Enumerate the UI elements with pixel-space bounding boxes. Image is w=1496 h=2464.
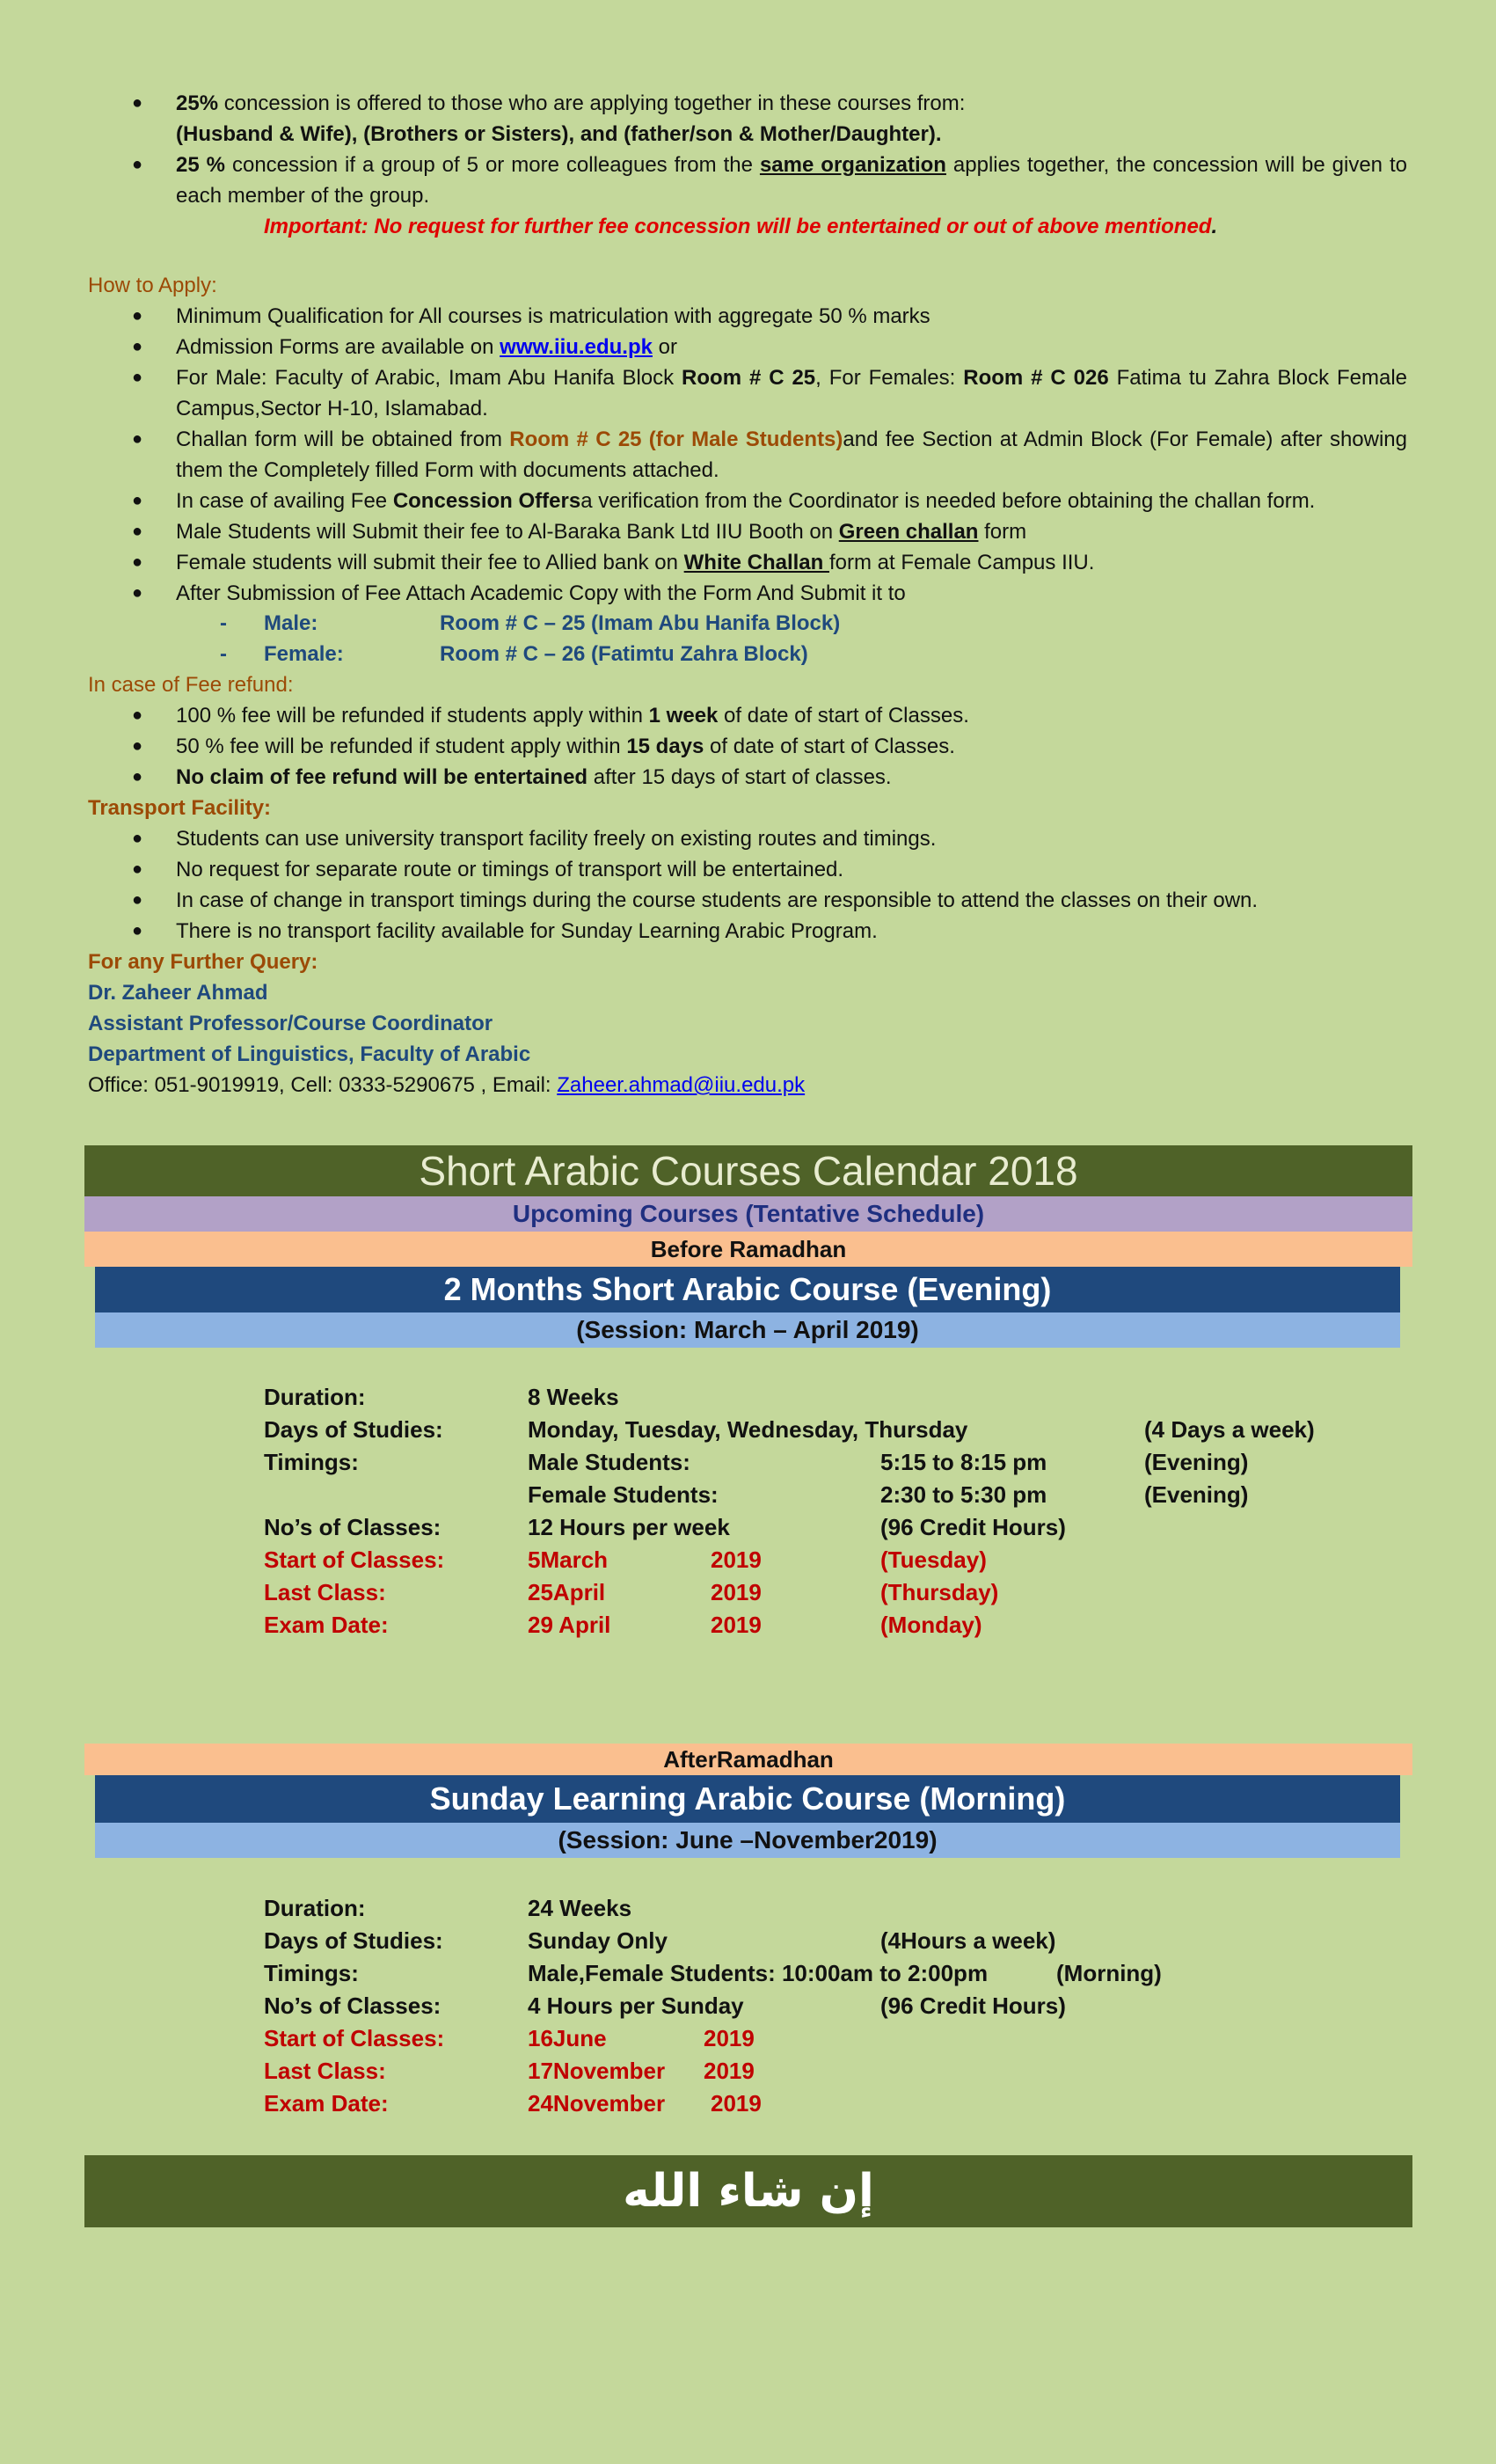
list-item-text: There is no transport facility available for Sunday Learning Arabic Program. xyxy=(176,919,878,943)
before-ramadhan-band: Before Ramadhan xyxy=(84,1232,1412,1267)
list-item-text: In case of availing Fee xyxy=(176,489,393,513)
list-item xyxy=(132,700,1407,731)
challan-room: Room # C 25 (for Male Students) xyxy=(509,428,843,451)
schedule-year: 2019 xyxy=(704,2058,755,2084)
schedule-value: 24 Weeks xyxy=(528,1895,632,1921)
list-item-text: 50 % fee will be refunded if student apply within xyxy=(176,735,627,758)
important-note-dot: . xyxy=(1211,215,1218,238)
concession-text: applies together, the concession will be given to each member of the group. xyxy=(176,153,1408,208)
concession-text: concession if a group of 5 or more colleagues from the xyxy=(225,153,760,177)
list-item-text: Female students will submit their fee to Allied bank on xyxy=(176,551,684,574)
list-item xyxy=(132,885,1407,916)
dash-icon: - xyxy=(220,642,227,666)
transport-heading: Transport Facility: xyxy=(88,796,272,820)
list-item-text: and fee Section at Admin Block (For Female) after showing them the Completely filled Form with documents attached. xyxy=(176,428,1408,482)
bullet-icon: ● xyxy=(132,93,143,113)
refund-heading xyxy=(88,669,293,700)
schedule-date: 25April xyxy=(528,1579,606,1605)
query-heading: For any Further Query: xyxy=(88,950,318,974)
schedule-label: Last Class: xyxy=(264,2058,386,2084)
concession-list xyxy=(132,88,1408,211)
refund-period: 15 days xyxy=(626,735,704,758)
refund-list xyxy=(132,700,1407,793)
refund-heading-text: In case of Fee refund xyxy=(88,673,288,697)
schedule-label: Start of Classes: xyxy=(264,1546,445,1573)
course1-session: (Session: March – April 2019) xyxy=(95,1312,1400,1348)
female-room: Room # C 026 xyxy=(963,366,1109,390)
schedule-time: 5:15 to 8:15 pm xyxy=(880,1449,1047,1475)
transport-list xyxy=(132,823,1407,947)
concession-item xyxy=(132,88,1407,150)
no-refund-text: No claim of fee refund will be entertained xyxy=(176,765,588,789)
bullet-icon: ● xyxy=(132,552,143,572)
list-item xyxy=(132,823,1407,854)
concession-relations: (Husband & Wife), (Brothers or Sisters), and (father/son & Mother/Daughter). xyxy=(176,122,942,146)
bullet-icon: ● xyxy=(132,767,143,786)
dash-icon: - xyxy=(220,611,227,635)
submit-who: Male: xyxy=(264,611,318,635)
list-item-text: or xyxy=(652,335,677,359)
schedule-label: Days of Studies: xyxy=(264,1927,443,1954)
list-item xyxy=(132,332,1407,362)
schedule-value: 12 Hours per week xyxy=(528,1514,730,1540)
schedule-date: 16June xyxy=(528,2025,607,2051)
schedule-value: 4 Hours per Sunday xyxy=(528,1992,744,2019)
how-to-apply-heading-text: How to Apply xyxy=(88,274,212,297)
schedule-label: No’s of Classes: xyxy=(264,1514,442,1540)
submit-who: Female: xyxy=(264,642,344,666)
bullet-icon: ● xyxy=(132,921,143,940)
list-item-text: In case of change in transport timings during the course students are responsible to attend the classes on their own. xyxy=(176,888,1259,912)
schedule-label: Last Class: xyxy=(264,1579,386,1605)
list-item-text: of date of start of Classes. xyxy=(718,704,969,728)
bullet-icon: ● xyxy=(132,583,143,603)
footer-arabic-band: إن شاء الله xyxy=(84,2155,1412,2227)
schedule-value: Male,Female Students: 10:00am to 2:00pm xyxy=(528,1960,989,1986)
bullet-icon: ● xyxy=(132,429,143,449)
website-link[interactable]: www.iiu.edu.pk xyxy=(500,335,653,359)
list-item xyxy=(132,762,1407,793)
list-item-text: Students can use university transport facility freely on existing routes and timings. xyxy=(176,827,937,851)
schedule-date: 17November xyxy=(528,2058,666,2084)
schedule-value: 8 Weeks xyxy=(528,1384,619,1410)
contact-line xyxy=(88,1070,805,1100)
bullet-icon: ● xyxy=(132,829,143,848)
course2-session: (Session: June –November2019) xyxy=(95,1823,1400,1858)
bullet-icon: ● xyxy=(132,706,143,725)
coordinator-title: Assistant Professor/Course Coordinator xyxy=(88,1012,493,1035)
white-challan-text: White Challan xyxy=(683,551,829,574)
bullet-icon: ● xyxy=(132,736,143,756)
email-link[interactable]: Zaheer.ahmad@iiu.edu.pk xyxy=(557,1073,806,1097)
schedule-label: No’s of Classes: xyxy=(264,1992,442,2019)
list-item-text: a verification from the Coordinator is needed before obtaining the challan form. xyxy=(580,489,1316,513)
bullet-icon: ● xyxy=(132,155,143,174)
list-item-text: after 15 days of start of classes. xyxy=(587,765,892,789)
list-item-text: Fatima tu Zahra Block Female Campus,Sector H-10, Islamabad. xyxy=(176,366,1407,420)
how-to-apply-heading xyxy=(88,270,217,301)
course2-schedule xyxy=(0,1892,1496,2130)
schedule-label: Exam Date: xyxy=(264,2090,389,2117)
bullet-icon: ● xyxy=(132,368,143,387)
query-block xyxy=(88,947,805,1100)
male-room: Room # C 25 xyxy=(682,366,816,390)
schedule-year: 2019 xyxy=(711,1612,762,1638)
coordinator-name: Dr. Zaheer Ahmad xyxy=(88,981,268,1005)
list-item-text: 100 % fee will be refunded if students apply within xyxy=(176,704,649,728)
list-item-text: Minimum Qualification for All courses is matriculation with aggregate 50 % marks xyxy=(176,304,930,328)
heading-colon: : xyxy=(287,673,294,697)
schedule-value: Female Students: xyxy=(528,1481,719,1508)
schedule-year: 2019 xyxy=(704,2025,755,2051)
concession-percent: 25 % xyxy=(176,153,226,177)
list-item xyxy=(132,424,1408,486)
schedule-note: (Evening) xyxy=(1144,1449,1249,1475)
schedule-label: Days of Studies: xyxy=(264,1416,443,1443)
list-item-text: Male Students will Submit their fee to Al-Baraka Bank Ltd IIU Booth on xyxy=(176,520,839,544)
schedule-note: (Evening) xyxy=(1144,1481,1249,1508)
schedule-time: 2:30 to 5:30 pm xyxy=(880,1481,1047,1508)
concession-percent: 25% xyxy=(176,91,219,115)
concession-text: concession is offered to those who are applying together in these courses from: xyxy=(218,91,966,115)
bullet-icon: ● xyxy=(132,522,143,541)
list-item-text: form xyxy=(978,520,1027,544)
list-item-text: For Male: Faculty of Arabic, Imam Abu Hanifa Block xyxy=(176,366,682,390)
list-item-text: After Submission of Fee Attach Academic Copy with the Form And Submit it to xyxy=(176,581,906,605)
schedule-note: (4Hours a week) xyxy=(880,1927,1056,1954)
refund-period: 1 week xyxy=(648,704,719,728)
bullet-icon: ● xyxy=(132,306,143,325)
concession-offers-text: Concession Offers xyxy=(392,489,581,513)
schedule-weekday: (Thursday) xyxy=(880,1579,999,1605)
schedule-date: 24November xyxy=(528,2090,666,2117)
upcoming-band: Upcoming Courses (Tentative Schedule) xyxy=(84,1196,1412,1232)
bullet-icon: ● xyxy=(132,859,143,879)
course1-schedule xyxy=(0,1381,1496,1645)
schedule-year: 2019 xyxy=(711,1546,762,1573)
bullet-icon: ● xyxy=(132,890,143,910)
schedule-label: Start of Classes: xyxy=(264,2025,445,2051)
schedule-note: (96 Credit Hours) xyxy=(880,1992,1066,2019)
schedule-year: 2019 xyxy=(711,2090,762,2117)
concession-item xyxy=(132,150,1408,211)
important-note xyxy=(264,211,1217,242)
important-note-text: Important: No request for further fee concession will be entertained or out of above mentioned xyxy=(264,215,1212,238)
list-item-text: Admission Forms are available on xyxy=(176,335,500,359)
course1-title: 2 Months Short Arabic Course (Evening) xyxy=(95,1267,1400,1312)
course2-title: Sunday Learning Arabic Course (Morning) xyxy=(95,1775,1400,1823)
same-organization-text: same organization xyxy=(759,153,946,177)
after-ramadhan-band: AfterRamadhan xyxy=(84,1744,1412,1775)
schedule-note: (96 Credit Hours) xyxy=(880,1514,1066,1540)
bullet-icon: ● xyxy=(132,337,143,356)
schedule-date: 5March xyxy=(528,1546,609,1573)
schedule-year: 2019 xyxy=(711,1579,762,1605)
list-item xyxy=(132,516,1407,547)
list-item-text: of date of start of Classes. xyxy=(704,735,955,758)
schedule-label: Duration: xyxy=(264,1895,366,1921)
schedule-weekday: (Tuesday) xyxy=(880,1546,987,1573)
schedule-value: Male Students: xyxy=(528,1449,690,1475)
how-to-apply-list xyxy=(132,301,1408,609)
list-item xyxy=(132,301,1407,332)
schedule-label: Timings: xyxy=(264,1960,359,1986)
list-item xyxy=(132,578,1407,609)
list-item xyxy=(132,731,1407,762)
schedule-value: Sunday Only xyxy=(528,1927,668,1954)
list-item xyxy=(132,486,1407,516)
list-item xyxy=(132,916,1407,947)
green-challan-text: Green challan xyxy=(838,520,979,544)
contact-text: Office: 051-9019919, Cell: 0333-5290675 , Email: xyxy=(88,1073,558,1097)
list-item-text: No request for separate route or timings of transport will be entertained. xyxy=(176,858,844,881)
coordinator-department: Department of Linguistics, Faculty of Arabic xyxy=(88,1042,531,1066)
list-item xyxy=(132,362,1407,424)
schedule-label: Timings: xyxy=(264,1449,359,1475)
schedule-label: Duration: xyxy=(264,1384,366,1410)
list-item-text: , For Females: xyxy=(815,366,964,390)
list-item-text: form at Female Campus IIU. xyxy=(828,551,1095,574)
schedule-note: (Morning) xyxy=(1056,1960,1162,1986)
submit-room: Room # C – 26 (Fatimtu Zahra Block) xyxy=(440,642,808,666)
schedule-note: (4 Days a week) xyxy=(1144,1416,1315,1443)
list-item xyxy=(132,547,1407,578)
schedule-label: Exam Date: xyxy=(264,1612,389,1638)
schedule-date: 29 April xyxy=(528,1612,611,1638)
schedule-value: Monday, Tuesday, Wednesday, Thursday xyxy=(528,1416,968,1443)
heading-colon: : xyxy=(211,274,217,297)
calendar-title: Short Arabic Courses Calendar 2018 xyxy=(84,1145,1412,1196)
submit-room: Room # C – 25 (Imam Abu Hanifa Block) xyxy=(440,611,841,635)
schedule-weekday: (Monday) xyxy=(880,1612,982,1638)
list-item xyxy=(132,854,1407,885)
list-item-text: Challan form will be obtained from xyxy=(176,428,510,451)
bullet-icon: ● xyxy=(132,491,143,510)
